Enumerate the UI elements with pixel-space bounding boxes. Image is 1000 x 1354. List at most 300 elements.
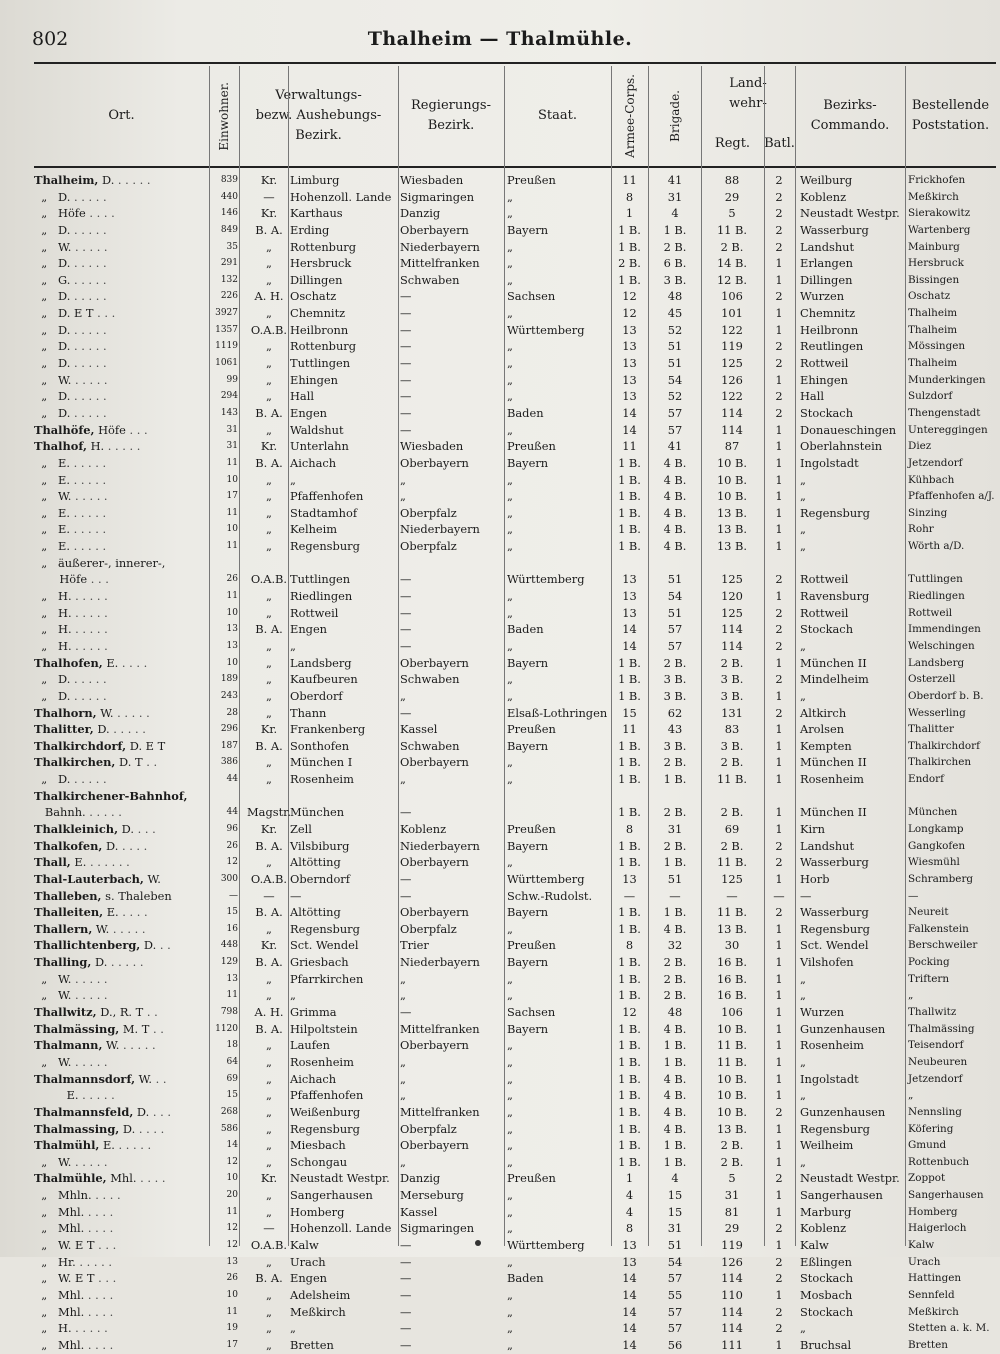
cell-regt: 11 B. — [716, 222, 748, 237]
cell-einw: 96 — [226, 823, 238, 834]
cell-verw: Landsberg — [290, 655, 352, 670]
cell-ak: 1 B. — [618, 505, 641, 520]
cell-bk: Rottweil — [800, 356, 849, 371]
cell-ak: 1 B. — [618, 1021, 641, 1036]
cell-batl: 1 — [775, 1154, 783, 1169]
table-row — [34, 1220, 996, 1237]
place-type: „ W. — [34, 372, 72, 387]
cell-bk: Regensburg — [800, 921, 870, 936]
cell-post: Neubeuren — [908, 1055, 968, 1068]
cell-ak: 1 B. — [618, 905, 641, 920]
cell-staat: „ — [507, 971, 513, 986]
cell-verw: Unterlahn — [290, 439, 349, 454]
cell-post: Wartenberg — [908, 223, 971, 236]
cell-regt: 29 — [724, 189, 740, 204]
leader-dots: . . . . — [84, 1204, 114, 1219]
leader-dots: . . . . . — [69, 539, 107, 554]
cell-staat: „ — [507, 921, 513, 936]
cell-abbr: „ — [266, 988, 272, 1003]
cell-reg: — — [400, 322, 412, 337]
cell-batl: 2 — [775, 405, 783, 420]
cell-ak: 1 B. — [618, 805, 641, 820]
cell-reg: Niederbayern — [400, 838, 480, 853]
cell-brig: 56 — [667, 1337, 683, 1352]
cell-ort — [34, 1237, 209, 1254]
cell-bk: „ — [800, 522, 806, 537]
cell-ak: 13 — [622, 572, 637, 587]
cell-bk: „ — [800, 971, 806, 986]
place-type: „ D. — [34, 289, 71, 304]
cell-ak: 8 — [625, 938, 634, 953]
cell-abbr: A. H. — [254, 1005, 284, 1020]
cell-abbr: B. A. — [255, 905, 283, 920]
leader-dots: . . . . — [84, 1221, 114, 1236]
cell-regt: 29 — [724, 1221, 740, 1236]
cell-batl: 2 — [775, 356, 783, 371]
cell-einw: 31 — [226, 424, 238, 435]
cell-regt: 101 — [721, 306, 743, 321]
cell-reg: Kassel — [400, 722, 438, 737]
cell-verw: Weißenburg — [290, 1104, 361, 1119]
cell-einw: 386 — [220, 757, 238, 768]
cell-abbr: — — [263, 1221, 275, 1236]
cell-ort — [34, 1071, 209, 1088]
cell-post: Jetzendorf — [908, 456, 963, 469]
col-batl-label: Batl. — [764, 136, 795, 151]
cell-einw: — — [229, 890, 238, 901]
table-row — [34, 521, 996, 538]
cell-ak: 13 — [622, 356, 637, 371]
cell-bk: Koblenz — [800, 1221, 847, 1236]
table-row — [34, 1170, 996, 1187]
cell-regt: — — [726, 888, 738, 903]
place-type: H. — [86, 439, 105, 454]
place-type: D. — [119, 1121, 136, 1136]
cell-post: Hersbruck — [908, 257, 964, 270]
place-type: „ Mhl. — [34, 1304, 85, 1319]
cell-verw: Hohenzoll. Lande — [290, 1221, 392, 1236]
leader-dots: . . . . . — [71, 622, 108, 637]
cell-reg: — — [400, 1238, 412, 1252]
cell-abbr: „ — [266, 522, 272, 537]
cell-staat: Preußen — [507, 1171, 556, 1186]
cell-brig: 55 — [667, 1287, 683, 1302]
cell-batl: 1 — [775, 272, 783, 287]
cell-abbr: B. A. — [255, 622, 283, 637]
cell-batl: 2 — [775, 705, 783, 720]
cell-reg: — — [400, 888, 412, 903]
cell-abbr: „ — [266, 489, 272, 504]
cell-reg: „ — [400, 688, 406, 703]
cell-regt: 126 — [721, 1254, 743, 1269]
table-row — [34, 322, 996, 339]
cell-einw: 243 — [220, 690, 238, 701]
cell-batl: 1 — [775, 772, 783, 787]
place-type: D. T — [115, 755, 143, 770]
col-poststation — [905, 66, 996, 166]
cell-regt: 2 B. — [720, 655, 744, 670]
cell-brig: 62 — [667, 705, 683, 720]
cell-verw: München — [290, 805, 345, 820]
cell-reg: „ — [400, 1071, 406, 1086]
cell-batl: — — [773, 888, 785, 903]
place-name: Thalhofen, — [34, 655, 103, 670]
cell-reg: „ — [400, 988, 406, 1003]
cell-abbr: Kr. — [260, 206, 278, 221]
place-type: W. — [143, 871, 161, 886]
cell-verw: Altötting — [290, 905, 341, 920]
table-row — [34, 1320, 996, 1337]
cell-regt: 114 — [721, 422, 743, 437]
top-rule — [34, 62, 996, 64]
cell-einw: 28 — [226, 707, 238, 718]
cell-post: Sennfeld — [908, 1288, 955, 1301]
cell-regt: 14 B. — [716, 256, 748, 271]
cell-verw: — — [290, 888, 302, 903]
cell-regt: 3 B. — [720, 672, 744, 687]
table-row — [34, 838, 996, 855]
place-type: E. — [103, 905, 119, 920]
leader-dots: . . . . . — [70, 405, 107, 420]
leader-dots: . . . — [149, 1104, 171, 1119]
col-landwehr-line1: Land- — [729, 76, 767, 91]
cell-regt: 69 — [724, 821, 740, 836]
cell-batl: 2 — [775, 605, 783, 620]
cell-regt: 13 B. — [716, 539, 748, 554]
cell-batl: 2 — [775, 1171, 783, 1186]
leader-dots: . . . . . — [69, 472, 107, 487]
cell-verw: Stadtamhof — [290, 505, 358, 520]
cell-ak: 1 B. — [618, 472, 641, 487]
cell-abbr: „ — [266, 372, 272, 387]
cell-ort — [34, 405, 209, 422]
place-type: D. — [140, 938, 157, 953]
cell-batl: 2 — [775, 672, 783, 687]
cell-ort — [34, 788, 209, 805]
cell-bk: Reutlingen — [800, 339, 864, 354]
cell-batl: 1 — [775, 1005, 783, 1020]
cell-ort — [34, 838, 209, 855]
table-row — [34, 738, 996, 755]
cell-ak: 1 B. — [618, 1104, 641, 1119]
cell-batl: 1 — [775, 422, 783, 437]
cell-brig: 32 — [667, 938, 683, 953]
cell-brig: 2 B. — [663, 239, 687, 254]
cell-brig: 4 B. — [663, 1121, 687, 1136]
cell-ak: 1 B. — [618, 522, 641, 537]
cell-abbr: „ — [266, 688, 272, 703]
cell-bk: Rottweil — [800, 605, 849, 620]
cell-einw: 129 — [220, 957, 238, 968]
cell-ort — [34, 937, 209, 954]
cell-ak: 1 B. — [618, 772, 641, 787]
cell-batl: 2 — [775, 572, 783, 587]
place-type: „ E. — [34, 505, 70, 520]
cell-ort — [34, 588, 209, 605]
cell-regt: 81 — [724, 1204, 740, 1219]
cell-einw: 146 — [220, 208, 238, 219]
cell-verw: Regensburg — [290, 921, 360, 936]
cell-verw: Rosenheim — [290, 772, 354, 787]
cell-reg: Sigmaringen — [400, 189, 475, 204]
cell-reg: Mittelfranken — [400, 1021, 480, 1036]
cell-reg: Schwaben — [400, 738, 460, 753]
cell-reg: Niederbayern — [400, 955, 480, 970]
cell-post: München — [908, 806, 958, 819]
cell-staat: Württemberg — [507, 322, 585, 337]
cell-staat: Württemberg — [507, 572, 585, 587]
cell-bk: Stockach — [800, 1304, 854, 1319]
cell-abbr: „ — [266, 1254, 272, 1269]
cell-bk: Dillingen — [800, 272, 853, 287]
cell-brig: 57 — [667, 1304, 683, 1319]
cell-verw: Pfaffenhofen — [290, 489, 364, 504]
cell-bk: Rosenheim — [800, 772, 864, 787]
cell-ort — [34, 1004, 209, 1021]
leader-dots: . . . . . — [71, 1321, 108, 1336]
cell-bk: Eßlingen — [800, 1254, 852, 1269]
table-row — [34, 538, 996, 555]
cell-regt: 125 — [721, 572, 743, 587]
cell-post: Triftern — [908, 972, 950, 985]
cell-ak: 4 — [625, 1188, 634, 1203]
cell-ak: 11 — [622, 722, 637, 737]
cell-bk: „ — [800, 988, 806, 1003]
cell-batl: 1 — [775, 821, 783, 836]
cell-batl: 1 — [775, 1188, 783, 1203]
cell-batl: 2 — [775, 855, 783, 870]
cell-ort — [34, 305, 209, 322]
cell-bk: Neustadt Westpr. — [800, 1171, 900, 1186]
cell-brig: 4 B. — [663, 1104, 687, 1119]
cell-einw: 11 — [226, 591, 238, 602]
table-row — [34, 1204, 996, 1221]
cell-ak: 1 B. — [618, 239, 641, 254]
cell-bk: „ — [800, 489, 806, 504]
cell-verw: Griesbach — [290, 955, 349, 970]
cell-verw: München I — [290, 755, 353, 770]
cell-einw: 19 — [226, 1323, 238, 1334]
cell-ak: 8 — [625, 189, 634, 204]
table-row — [34, 621, 996, 638]
printer-mark — [475, 1240, 481, 1246]
place-type: W. — [92, 921, 110, 936]
cell-ort — [34, 255, 209, 272]
leader-dots: . . . . . — [107, 955, 144, 970]
cell-ak: 13 — [622, 1254, 637, 1269]
cell-brig: 1 B. — [663, 1038, 687, 1053]
cell-staat: Schw.-Rudolst. — [507, 888, 593, 903]
cell-bk: Rottweil — [800, 572, 849, 587]
cell-bk: Altkirch — [800, 705, 847, 720]
leader-dots: . . . . . . — [86, 855, 130, 870]
cell-ort — [34, 655, 209, 672]
leader-dots: . . . . . — [69, 455, 107, 470]
col-bk-line1: Bezirks- — [823, 98, 877, 113]
cell-einw: 64 — [226, 1056, 238, 1067]
cell-staat: „ — [507, 539, 513, 554]
cell-verw: Regensburg — [290, 539, 360, 554]
place-type: „ W. — [34, 239, 72, 254]
cell-ort — [34, 388, 209, 405]
table-row — [34, 688, 996, 705]
cell-post: Untereggingen — [908, 423, 988, 436]
place-name: Thalmannsfeld, — [34, 1104, 134, 1119]
cell-ort — [34, 771, 209, 788]
cell-regt: 5 — [728, 206, 736, 221]
table-row — [34, 172, 996, 189]
place-type: „ Mhln. — [34, 1188, 92, 1203]
place-type: „ D. — [34, 688, 71, 703]
cell-regt: 11 B. — [716, 855, 748, 870]
cell-batl: 1 — [775, 655, 783, 670]
cell-reg: Niederbayern — [400, 522, 480, 537]
cell-ak: 13 — [622, 372, 637, 387]
cell-ort — [34, 987, 209, 1004]
cell-einw: 13 — [226, 640, 238, 651]
leader-dots: . . . . . — [71, 971, 108, 986]
cell-reg: — — [400, 389, 412, 404]
cell-bk: Kempten — [800, 738, 852, 753]
cell-brig: 2 B. — [663, 838, 687, 853]
cell-post: Oberdorf b. B. — [908, 689, 984, 702]
cell-staat: Bayern — [507, 655, 549, 670]
cell-ak: 13 — [622, 1238, 637, 1252]
leader-dots: . . . . . — [70, 272, 107, 287]
cell-bk: Landshut — [800, 838, 855, 853]
cell-verw: Sonthofen — [290, 738, 350, 753]
cell-ort — [34, 222, 209, 239]
cell-brig: 4 B. — [663, 489, 687, 504]
cell-bk: Rosenheim — [800, 1038, 864, 1053]
leader-dots: . . — [156, 938, 171, 953]
table-row — [34, 871, 996, 888]
cell-ak: 1 B. — [618, 455, 641, 470]
cell-ak: 14 — [622, 1337, 637, 1352]
place-type: „ D. — [34, 322, 71, 337]
leader-dots: . . . . . — [70, 688, 107, 703]
leader-dots: . . . . . — [69, 505, 107, 520]
cell-post: Meßkirch — [908, 190, 959, 203]
cell-brig: 15 — [667, 1204, 683, 1219]
table-row — [34, 1270, 996, 1287]
cell-ak: 15 — [622, 705, 637, 720]
place-name: Thalmühl, — [34, 1138, 100, 1153]
cell-regt: 125 — [721, 356, 743, 371]
place-type: „ W. — [34, 971, 72, 986]
cell-ak: 1 B. — [618, 1038, 641, 1053]
cell-verw: Erding — [290, 222, 330, 237]
cell-bk: Oberlahnstein — [800, 439, 883, 454]
cell-ort — [34, 1154, 209, 1171]
cell-batl: 2 — [775, 1271, 783, 1286]
cell-verw: Riedlingen — [290, 589, 353, 604]
cell-staat: „ — [507, 755, 513, 770]
cell-verw: Waldshut — [290, 422, 344, 437]
cell-post: Thallwitz — [908, 1006, 957, 1019]
cell-reg: — — [400, 356, 412, 371]
place-type: D. — [98, 173, 115, 187]
cell-abbr: „ — [266, 855, 272, 870]
leader-dots: . . — [143, 1005, 158, 1020]
place-type: „ D. — [34, 772, 71, 787]
cell-ak: 14 — [622, 422, 637, 437]
cell-bk: „ — [800, 1054, 806, 1069]
cell-verw: Zell — [290, 821, 312, 836]
cell-verw: Pfaffenhofen — [290, 1088, 364, 1103]
cell-post: Immendingen — [908, 623, 981, 636]
table-row — [34, 1071, 996, 1088]
cell-ort — [34, 804, 209, 821]
cell-bk: „ — [800, 472, 806, 487]
cell-post: Nennsling — [908, 1105, 962, 1118]
table-row — [34, 888, 996, 905]
cell-einw: 132 — [220, 274, 238, 285]
cell-brig: 52 — [667, 389, 683, 404]
cell-post: Thengenstadt — [908, 406, 981, 419]
cell-abbr: „ — [266, 422, 272, 437]
table-row — [34, 721, 996, 738]
cell-post: Endorf — [908, 773, 944, 786]
cell-ort — [34, 272, 209, 289]
cell-brig: 48 — [667, 289, 683, 304]
cell-post: Gangkofen — [908, 839, 966, 852]
cell-einw: 15 — [226, 1090, 238, 1101]
cell-ak: 14 — [622, 1304, 637, 1319]
place-type: „ G. — [34, 272, 71, 287]
place-type: „ W. — [34, 489, 72, 504]
leader-dots: . . . . — [91, 1188, 121, 1203]
table-row — [34, 921, 996, 938]
cell-ak: 1 B. — [618, 655, 641, 670]
place-type: „ Mhl. — [34, 1287, 85, 1302]
cell-brig: 4 B. — [663, 921, 687, 936]
cell-ort — [34, 472, 209, 489]
cell-verw: Kelheim — [290, 522, 338, 537]
table-row — [34, 1004, 996, 1021]
leader-dots: . . — [142, 755, 158, 770]
cell-ort — [34, 854, 209, 871]
cell-ort — [34, 1320, 209, 1337]
place-type: D. — [133, 1104, 150, 1119]
table-row — [34, 1137, 996, 1154]
cell-abbr: Kr. — [260, 938, 278, 953]
leader-dots: . . . . . — [70, 772, 107, 787]
cell-einw: 13 — [226, 973, 238, 984]
cell-post: Pfaffenhofen a/J. — [908, 490, 995, 503]
cell-ort — [34, 754, 209, 771]
cell-reg: Oberpfalz — [400, 921, 457, 936]
cell-regt: 125 — [721, 605, 743, 620]
cell-abbr: „ — [266, 356, 272, 371]
table-row — [34, 372, 996, 389]
cell-regt: 106 — [721, 1005, 743, 1020]
cell-bk: Bruchsal — [800, 1337, 852, 1352]
cell-einw: 18 — [226, 1040, 238, 1051]
place-name: Thalleiten, — [34, 905, 104, 920]
cell-staat: „ — [507, 422, 513, 437]
cell-staat: Preußen — [507, 938, 556, 953]
cell-abbr: „ — [266, 605, 272, 620]
cell-batl: 1 — [775, 1071, 783, 1086]
place-name: Thallern, — [34, 921, 93, 936]
cell-brig: 2 B. — [663, 955, 687, 970]
leader-dots: . . . . . — [71, 605, 108, 620]
cell-brig: 31 — [667, 821, 683, 836]
table-row — [34, 937, 996, 954]
cell-batl: 2 — [775, 222, 783, 237]
cell-post: Welschingen — [908, 639, 975, 652]
